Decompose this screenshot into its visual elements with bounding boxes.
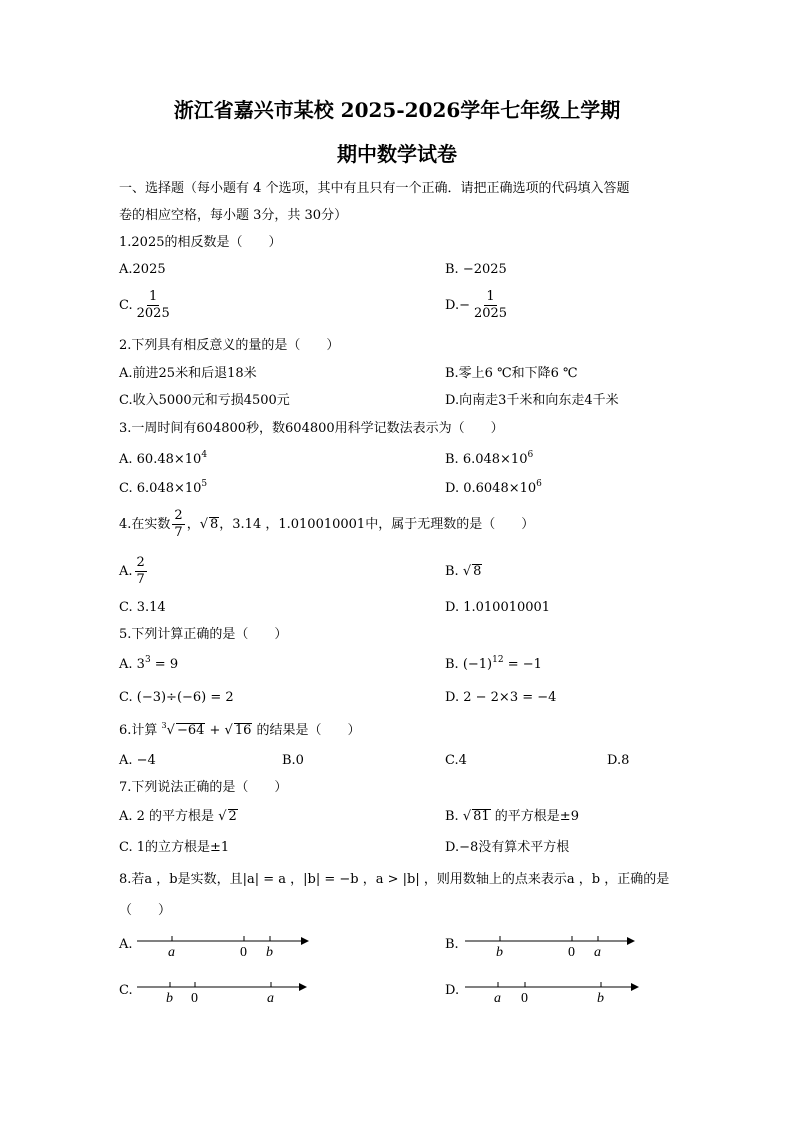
point-a-label: a <box>494 991 501 1006</box>
question-6-option-b: B.0 <box>282 753 304 768</box>
question-6-option-c: C.4 <box>445 753 467 768</box>
option-label: D.− <box>445 298 470 313</box>
question-8-option-a-label: A. <box>119 937 133 952</box>
point-b-label: b <box>266 945 273 960</box>
question-1-option-c <box>119 289 174 322</box>
question-6-option-a: A. −4 <box>119 753 156 768</box>
question-7-stem: 7.下列说法正确的是（ ） <box>119 780 288 795</box>
question-1-option-b: B. −2025 <box>445 262 507 277</box>
point-b-label: b <box>496 945 503 960</box>
root-index: 3 <box>161 721 167 730</box>
question-5-option-b: B. $(-1)^{12} = -1$ <box>445 655 542 672</box>
question-7-option-d: D.−8没有算术平方根 <box>445 840 570 855</box>
question-5-option-d: D. 2 − 2×3 = −4 <box>445 690 557 705</box>
question-1-stem: 1.2025的相反数是（ ） <box>119 235 282 250</box>
zero-label: 0 <box>521 991 528 1006</box>
point-a-label: a <box>267 991 274 1006</box>
question-5-stem: 5.下列计算正确的是（ ） <box>119 627 288 642</box>
question-3-option-b: B. $6.048\times 10^6$ <box>445 450 534 467</box>
question-4-option-d: D. 1.010010001 <box>445 600 551 615</box>
zero-label: 0 <box>240 945 247 960</box>
section-instructions-line1: 一、选择题（每小题有 4 个选项，其中有且只有一个正确．请把正确选项的代码填入答题 <box>119 181 630 196</box>
number-line-b <box>463 930 638 960</box>
point-b-label: b <box>166 991 173 1006</box>
question-3-stem: 3.一周时间有604800秒，数604800用科学记数法表示为（ ） <box>119 421 504 436</box>
question-4-stem: 4.在实数 $\frac{2}{7}$ ，√ 8，3.14 ，1.010010001中，属于无理数的是（ ） <box>119 508 535 540</box>
question-2-option-a: A.前进25米和后退18米 <box>119 366 257 381</box>
question-1-option-d <box>445 289 511 322</box>
question-2-option-c: C.收入5000元和亏损4500元 <box>119 393 290 408</box>
question-5-option-a: A. $3^3 = 9$ <box>119 655 179 672</box>
question-8-option-c-label: C. <box>119 983 133 998</box>
point-a-label: a <box>594 945 601 960</box>
question-2-option-d: D.向南走3千米和向东走4千米 <box>445 393 619 408</box>
question-6-option-d: D.8 <box>607 753 630 768</box>
question-2-option-b: B.零上6 ℃和下降6 ℃ <box>445 366 578 381</box>
question-5-option-c: C. (−3)÷(−6) = 2 <box>119 690 234 705</box>
zero-label: 0 <box>568 945 575 960</box>
question-8-paren: （ ） <box>119 903 172 918</box>
fraction <box>135 289 172 322</box>
question-8-option-b-label: B. <box>445 937 459 952</box>
question-4-option-b: B. √ 8 <box>445 564 482 579</box>
question-3-option-d: D. $0.6048\times 10^6$ <box>445 479 542 496</box>
question-7-option-c: C. 1的立方根是±1 <box>119 840 230 855</box>
point-a-label: a <box>168 945 175 960</box>
fraction: $\frac{2}{7}$ <box>136 555 145 587</box>
question-8-stem: 8.若a ，b是实数，且|a| = a ，|b| = −b ，a > |b| ，则用数轴上的点来表示a ，b ，正确的是 <box>119 872 670 887</box>
exam-title-line2: 期中数学试卷 <box>337 142 457 166</box>
fraction-numerator: 1 <box>486 289 495 304</box>
section-instructions-line2: 卷的相应空格，每小题 3分，共 30分） <box>119 208 348 223</box>
question-3-option-a: A. $60.48\times 10^4$ <box>119 450 208 467</box>
fraction <box>472 289 509 322</box>
number-line-c <box>135 976 310 1006</box>
fraction: $\frac{2}{7}$ <box>174 508 183 540</box>
number-line-a <box>135 930 310 960</box>
zero-label: 0 <box>191 991 198 1006</box>
question-4-option-c: C. 3.14 <box>119 600 166 615</box>
option-label: C. <box>119 298 133 313</box>
question-4-option-a: A. $\frac{2}{7}$ <box>119 555 145 587</box>
question-1-option-a: A.2025 <box>119 262 166 277</box>
number-line-d <box>463 976 643 1006</box>
exam-title-line1: 浙江省嘉兴市某校 2025-2026学年七年级上学期 <box>173 98 621 122</box>
question-3-option-c: C. $6.048\times 10^5$ <box>119 479 208 496</box>
fraction-denominator: 2025 <box>136 306 170 321</box>
point-b-label: b <box>597 991 604 1006</box>
question-2-stem: 2.下列具有相反意义的量的是（ ） <box>119 338 340 353</box>
question-8-option-d-label: D. <box>445 983 460 998</box>
fraction-denominator: 2025 <box>473 306 508 321</box>
question-6-stem: 6.计算 $^3$√ −64 + √ 16 的结果是（ ） <box>119 721 361 738</box>
question-7-option-a: A. 2 的平方根是 √ 2 <box>119 809 237 824</box>
fraction-numerator: 1 <box>149 289 158 304</box>
question-7-option-b: B. √ 81 的平方根是±9 <box>445 809 579 824</box>
sqrt-radicand: 8 <box>210 517 219 532</box>
